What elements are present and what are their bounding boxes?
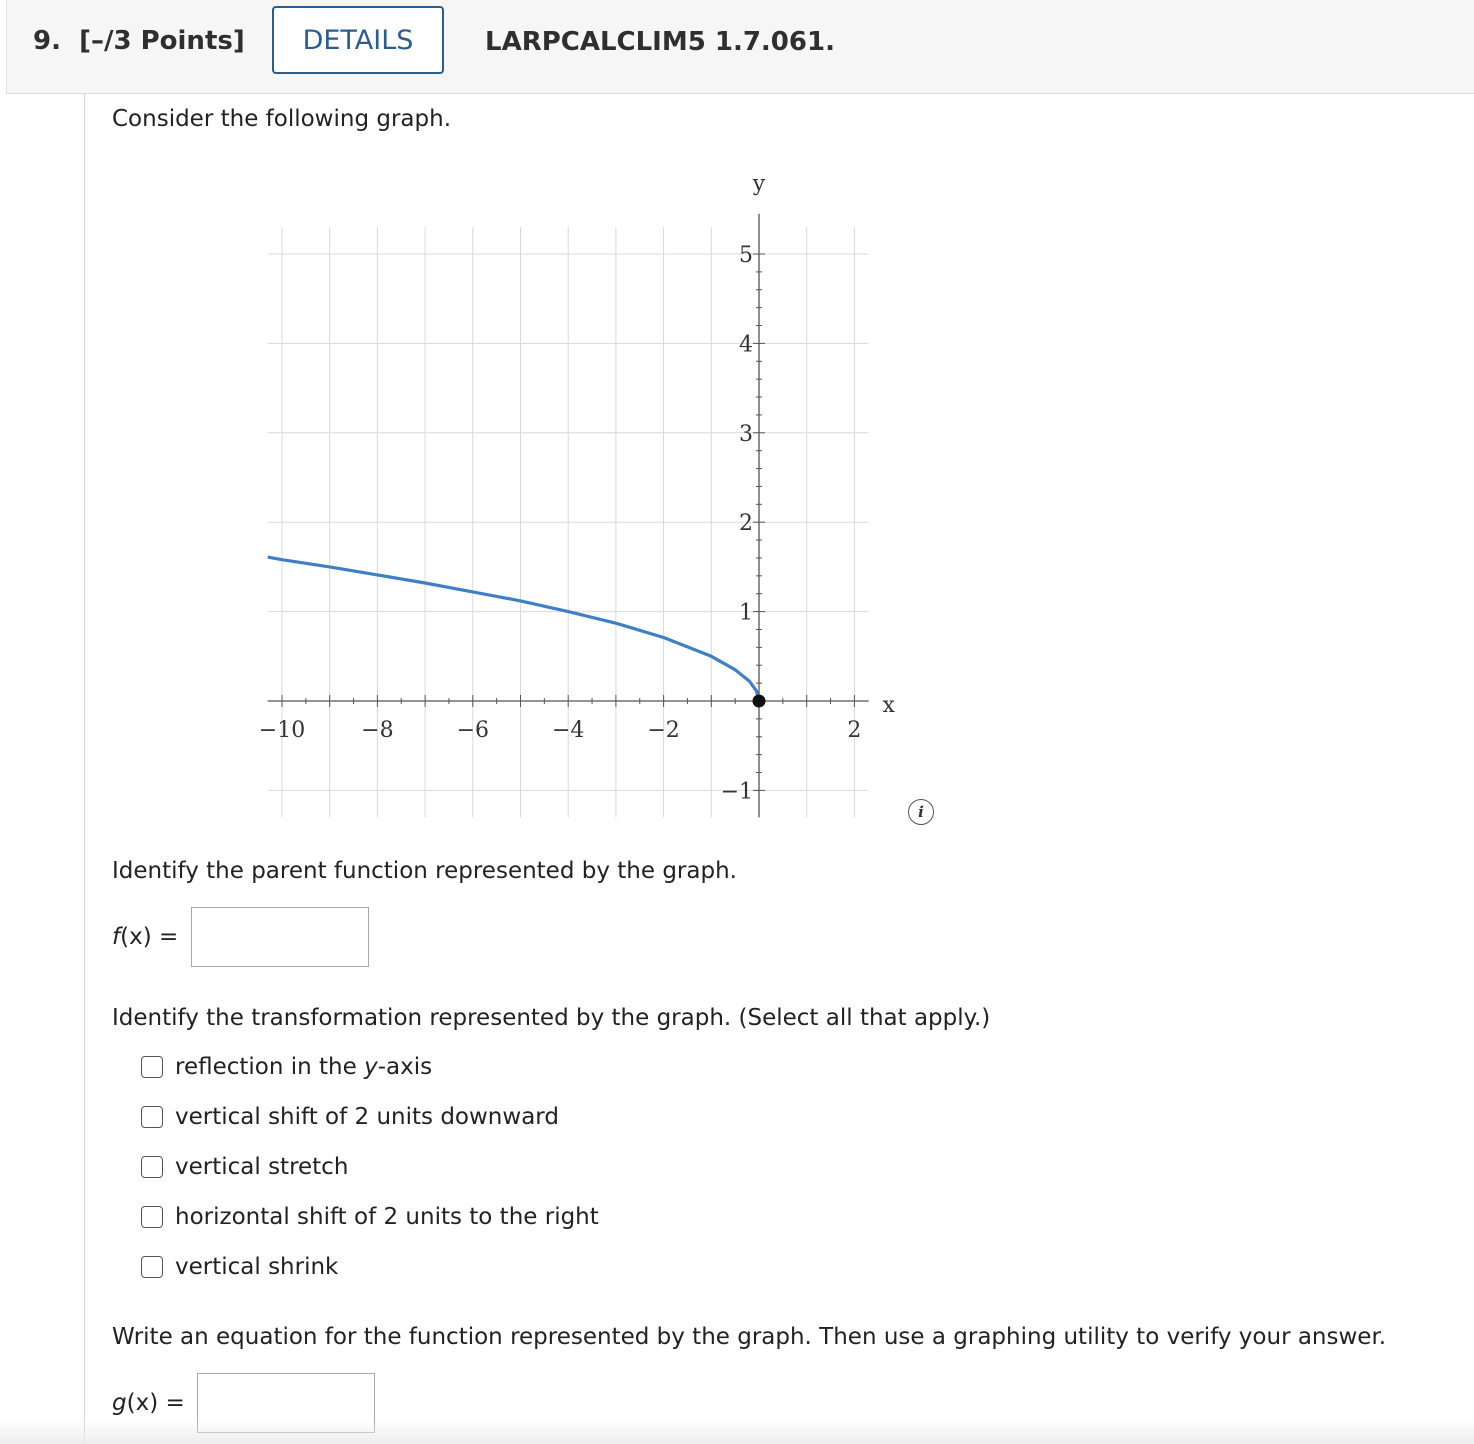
fx-label-fn: f (112, 924, 121, 950)
option-label: reflection in the y-axis (175, 1054, 433, 1080)
fx-label-rest: (x) = (120, 924, 179, 950)
question-border (84, 94, 85, 1444)
option-checkbox[interactable] (141, 1106, 163, 1128)
gx-label-fn: g (112, 1390, 127, 1416)
fx-label (112, 924, 178, 950)
x-tick-label: −8 (361, 718, 394, 743)
option-label: vertical shift of 2 units downward (175, 1104, 559, 1130)
x-tick-label: −10 (258, 718, 306, 743)
y-tick-label: −1 (720, 779, 753, 805)
option-vertical-stretch[interactable] (141, 1152, 348, 1182)
function-graph (240, 170, 920, 830)
x-tick-label: −2 (647, 718, 680, 743)
option-label: horizontal shift of 2 units to the right (175, 1204, 599, 1230)
x-axis-label: x (882, 693, 895, 718)
endpoint-marker (753, 695, 765, 707)
function-curve (268, 557, 759, 701)
page-fade (0, 1420, 1474, 1444)
gx-label-rest: (x) = (126, 1390, 185, 1416)
option-checkbox[interactable] (141, 1256, 163, 1278)
info-icon[interactable]: i (908, 799, 934, 825)
option-vertical-shift-down[interactable] (141, 1102, 559, 1132)
y-tick-label: 4 (739, 332, 753, 358)
details-button[interactable]: DETAILS (272, 6, 444, 74)
y-tick-label: 2 (739, 511, 753, 537)
option-horizontal-shift-right[interactable] (141, 1202, 599, 1232)
equation-question: Write an equation for the function represented by the graph. Then use a graphing utility to verify your answer. (112, 1324, 1387, 1350)
y-tick-label: 3 (739, 421, 753, 447)
option-checkbox[interactable] (141, 1206, 163, 1228)
x-tick-label: −6 (456, 718, 490, 743)
prompt-text: Consider the following graph. (112, 106, 452, 132)
option-label: vertical stretch (175, 1154, 349, 1180)
points-label: [–/3 Points] (79, 26, 245, 56)
problem-id: LARPCALCLIM5 1.7.061. (485, 27, 835, 57)
x-tick-label: 2 (847, 718, 862, 743)
option-reflection-y-axis[interactable] (141, 1052, 432, 1082)
y-tick-label: 5 (739, 243, 753, 268)
option-label: vertical shrink (175, 1254, 339, 1280)
y-axis-label: y (752, 171, 766, 197)
parent-function-question: Identify the parent function represented by the graph. (112, 858, 737, 884)
transformation-question: Identify the transformation represented by the graph. (Select all that apply.) (112, 1005, 991, 1031)
x-tick-label: −4 (551, 718, 585, 743)
gx-label (112, 1390, 185, 1416)
question-number: 9. (33, 26, 61, 56)
option-vertical-shrink[interactable] (141, 1252, 338, 1282)
option-checkbox[interactable] (141, 1056, 163, 1078)
question-header (6, 0, 1474, 94)
parent-function-input[interactable] (191, 907, 369, 967)
y-tick-label: 1 (739, 600, 753, 626)
question-points (33, 26, 245, 56)
option-checkbox[interactable] (141, 1156, 163, 1178)
